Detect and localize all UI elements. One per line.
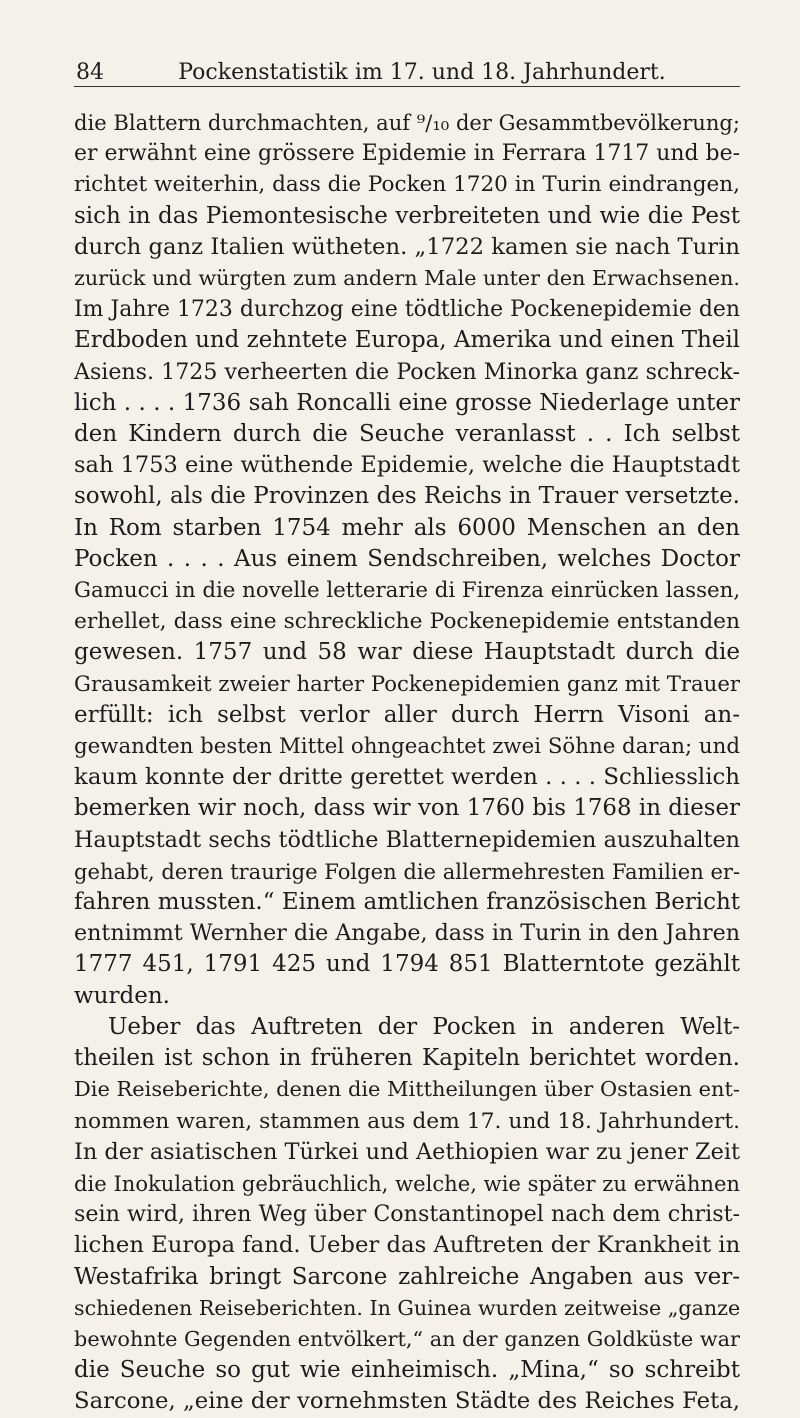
page-number: 84 xyxy=(76,60,104,85)
text-line: Die Reiseberichte, denen die Mittheilungen über Ostasien ent- xyxy=(74,1077,740,1102)
text-line: Im Jahre 1723 durchzog eine tödtliche Pockenepidemie den xyxy=(74,297,740,323)
text-line: Pocken . . . . Aus einem Sendschreiben, welches Doctor xyxy=(74,545,740,572)
text-line: erfüllt: ich selbst verlor aller durch Herrn Visoni an- xyxy=(74,701,740,728)
text-line: den Kindern durch die Seuche veranlasst . . Ich selbst xyxy=(74,421,740,448)
text-line: Erdboden und zehntete Europa, Amerika und einen Theil xyxy=(74,327,740,354)
text-line: wurden. xyxy=(74,982,170,1009)
text-line: gewesen. 1757 und 58 war diese Hauptstadt durch die xyxy=(74,639,740,666)
text-line: kaum konnte der dritte gerettet werden . . . . Schliesslich xyxy=(74,764,740,791)
text-line: fahren mussten.“ Einem amtlichen französischen Bericht xyxy=(74,889,740,916)
text-line: sein wird, ihren Weg über Constantinopel nach dem christ- xyxy=(74,1201,740,1228)
text-line: bewohnte Gegenden entvölkert,“ an der ganzen Goldküste war xyxy=(74,1326,740,1351)
text-line: schiedenen Reiseberichten. In Guinea wurden zeitweise „ganze xyxy=(74,1295,741,1320)
text-line: er erwähnt eine grössere Epidemie in Ferrara 1717 und be- xyxy=(74,141,740,167)
text-line: In der asiatischen Türkei und Aethiopien war zu jener Zeit xyxy=(74,1138,740,1165)
text-line: zurück und würgten zum andern Male unter den Erwachsenen. xyxy=(74,266,740,291)
text-line: Westafrika bringt Sarcone zahlreiche Angaben aus ver- xyxy=(74,1263,740,1290)
text-line: lichen Europa fand. Ueber das Auftreten der Krankheit in xyxy=(74,1232,741,1259)
text-line: sah 1753 eine wüthende Epidemie, welche die Hauptstadt xyxy=(74,452,740,479)
text-line: erhellet, dass eine schreckliche Pockenepidemie entstanden xyxy=(74,609,740,635)
body-text xyxy=(74,107,740,1418)
text-line: richtet weiterhin, dass die Pocken 1720 in Turin eindrangen, xyxy=(74,172,740,198)
text-line: gehabt, deren traurige Folgen die allermehresten Familien er- xyxy=(74,858,741,884)
text-line: Hauptstadt sechs tödtliche Blatternepidemien auszuhalten xyxy=(74,826,740,853)
page-header xyxy=(74,52,740,87)
text-line: lich . . . . 1736 sah Roncalli eine grosse Niederlage unter xyxy=(74,389,740,416)
text-line: sich in das Piemontesische verbreiteten und wie die Pest xyxy=(74,202,740,229)
running-title: Pockenstatistik im 17. und 18. Jahrhundert. xyxy=(178,60,666,85)
text-line: nommen waren, stammen aus dem 17. und 18. Jahrhundert. xyxy=(74,1108,740,1134)
text-line: die Inokulation gebräuchlich, welche, wie später zu erwähnen xyxy=(74,1170,740,1196)
text-line: Gamucci in die novelle letterarie di Firenza einrücken lassen, xyxy=(74,578,741,604)
text-line: sowohl, als die Provinzen des Reichs in Trauer versetzte. xyxy=(74,483,740,510)
text-line: durch ganz Italien wütheten. „1722 kamen sie nach Turin xyxy=(74,233,740,260)
text-line: In Rom starben 1754 mehr als 6000 Menschen an den xyxy=(74,514,740,541)
text-line: Grausamkeit zweier harter Pockenepidemien ganz mit Trauer xyxy=(74,671,741,697)
text-line: die Blattern durchmachten, auf ⁹/₁₀ der Gesammtbevölkerung; xyxy=(74,110,740,135)
text-line: theilen ist schon in früheren Kapiteln berichtet worden. xyxy=(74,1045,740,1072)
text-line: die Seuche so gut wie einheimisch. „Mina,“ so schreibt xyxy=(74,1357,740,1384)
text-line: Sarcone, „eine der vornehmsten Städte des Reiches Feta, xyxy=(74,1388,740,1415)
text-line: bemerken wir noch, dass wir von 1760 bis 1768 in dieser xyxy=(74,795,740,822)
text-line: Ueber das Auftreten der Pocken in anderen Welt- xyxy=(108,1013,740,1040)
text-line: gewandten besten Mittel ohngeachtet zwei Söhne daran; und xyxy=(74,734,740,760)
text-line: 1777 451, 1791 425 und 1794 851 Blatterntote gezählt xyxy=(74,951,740,978)
text-line: Asiens. 1725 verheerten die Pocken Minorka ganz schreck- xyxy=(74,358,740,385)
text-line: entnimmt Wernher die Angabe, dass in Turin in den Jahren xyxy=(74,920,740,947)
